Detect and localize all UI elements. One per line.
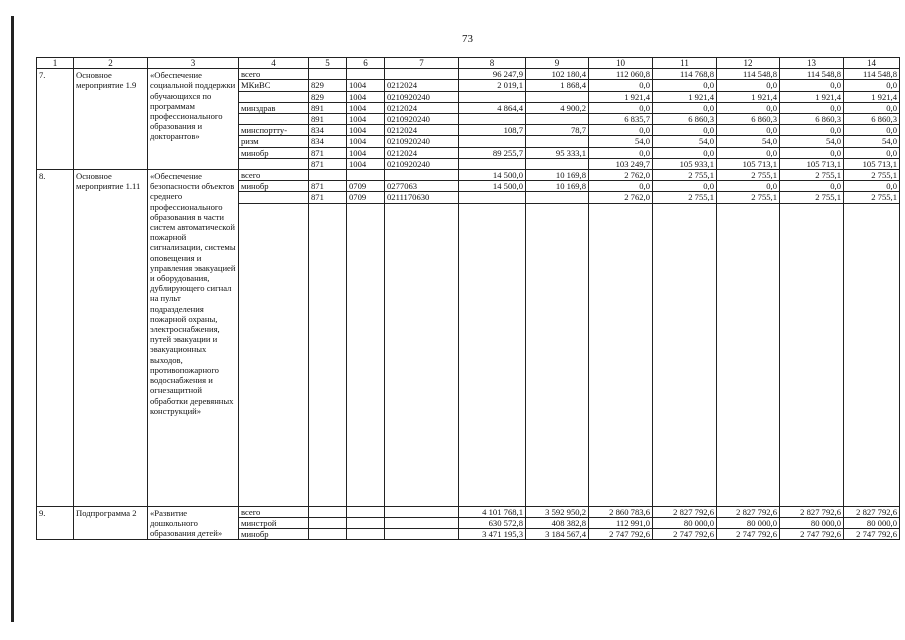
target-article (385, 529, 459, 540)
amount-cell: 0,0 (844, 80, 900, 91)
target-article: 0277063 (385, 181, 459, 192)
amount-cell: 114 768,8 (653, 69, 717, 80)
amount-cell: 1 921,4 (653, 91, 717, 102)
amount-cell (526, 192, 589, 203)
amount-cell: 0,0 (844, 102, 900, 113)
section-code: 1004 (347, 114, 385, 125)
header-cell: 2 (74, 58, 148, 69)
amount-cell: 6 860,3 (717, 114, 780, 125)
amount-cell: 2 019,1 (459, 80, 526, 91)
amount-cell: 54,0 (844, 136, 900, 147)
executor (239, 158, 309, 169)
header-cell: 3 (148, 58, 239, 69)
amount-cell: 2 827 792,6 (653, 506, 717, 517)
amount-cell: 54,0 (589, 136, 653, 147)
executor: МКиВС (239, 80, 309, 91)
header-cell: 7 (385, 58, 459, 69)
amount-cell: 0,0 (589, 80, 653, 91)
executor: минобр (239, 529, 309, 540)
amount-cell: 2 762,0 (589, 170, 653, 181)
executor: минобр (239, 147, 309, 158)
amount-cell: 80 000,0 (844, 517, 900, 528)
target-article: 0210920240 (385, 91, 459, 102)
header-cell: 5 (309, 58, 347, 69)
amount-cell: 0,0 (780, 102, 844, 113)
activity-name: Подпрограмма 2 (74, 506, 148, 540)
amount-cell: 114 548,8 (844, 69, 900, 80)
amount-cell: 114 548,8 (717, 69, 780, 80)
target-article: 0212024 (385, 102, 459, 113)
amount-cell: 1 868,4 (526, 80, 589, 91)
amount-cell: 80 000,0 (653, 517, 717, 528)
section-code (347, 506, 385, 517)
header-cell: 12 (717, 58, 780, 69)
executor (239, 192, 309, 203)
empty-cell (526, 203, 589, 506)
amount-cell: 0,0 (717, 125, 780, 136)
grbs-code: 829 (309, 80, 347, 91)
target-article: 0212024 (385, 125, 459, 136)
empty-cell (347, 203, 385, 506)
amount-cell: 2 755,1 (780, 170, 844, 181)
header-cell: 8 (459, 58, 526, 69)
empty-cell (653, 203, 717, 506)
amount-cell: 2 755,1 (717, 170, 780, 181)
amount-cell: 105 713,1 (844, 158, 900, 169)
amount-cell: 0,0 (717, 147, 780, 158)
amount-cell: 3 184 567,4 (526, 529, 589, 540)
grbs-code (309, 506, 347, 517)
amount-cell (526, 114, 589, 125)
amount-cell: 0,0 (780, 147, 844, 158)
page-left-edge-bar (11, 16, 14, 622)
amount-cell: 2 827 792,6 (780, 506, 844, 517)
empty-cell (309, 203, 347, 506)
amount-cell: 105 713,1 (717, 158, 780, 169)
section-code (347, 529, 385, 540)
amount-cell: 0,0 (653, 102, 717, 113)
amount-cell: 2 755,1 (653, 192, 717, 203)
amount-cell: 2 747 792,6 (844, 529, 900, 540)
page-number: 73 (462, 33, 473, 45)
amount-cell: 2 747 792,6 (717, 529, 780, 540)
amount-cell: 89 255,7 (459, 147, 526, 158)
amount-cell: 6 860,3 (780, 114, 844, 125)
empty-cell (844, 203, 900, 506)
amount-cell: 0,0 (653, 125, 717, 136)
section-code: 1004 (347, 158, 385, 169)
amount-cell: 2 755,1 (844, 192, 900, 203)
activity-name: Основное мероприятие 1.9 (74, 69, 148, 170)
target-article: 0212024 (385, 80, 459, 91)
amount-cell: 1 921,4 (780, 91, 844, 102)
amount-cell: 0,0 (717, 102, 780, 113)
target-article (385, 506, 459, 517)
executor: всего (239, 69, 309, 80)
target-article: 0211170630 (385, 192, 459, 203)
grbs-code (309, 517, 347, 528)
header-cell: 1 (37, 58, 74, 69)
target-article: 0210920240 (385, 158, 459, 169)
grbs-code: 891 (309, 102, 347, 113)
target-article (385, 170, 459, 181)
amount-cell (459, 158, 526, 169)
section-code: 1004 (347, 80, 385, 91)
executor: всего (239, 506, 309, 517)
grbs-code: 834 (309, 136, 347, 147)
amount-cell: 2 755,1 (717, 192, 780, 203)
amount-cell: 102 180,4 (526, 69, 589, 80)
amount-cell: 2 762,0 (589, 192, 653, 203)
amount-cell: 0,0 (780, 125, 844, 136)
amount-cell: 0,0 (780, 181, 844, 192)
empty-cell (385, 203, 459, 506)
grbs-code (309, 529, 347, 540)
target-article (385, 517, 459, 528)
amount-cell: 6 860,3 (844, 114, 900, 125)
amount-cell: 2 755,1 (844, 170, 900, 181)
amount-cell: 112 060,8 (589, 69, 653, 80)
row-number: 9. (37, 506, 74, 540)
amount-cell: 2 755,1 (653, 170, 717, 181)
grbs-code: 871 (309, 192, 347, 203)
amount-cell: 54,0 (780, 136, 844, 147)
amount-cell: 0,0 (653, 80, 717, 91)
header-row (37, 58, 900, 69)
target-article (385, 69, 459, 80)
amount-cell (526, 91, 589, 102)
target-article: 0212024 (385, 147, 459, 158)
executor (239, 91, 309, 102)
amount-cell: 2 860 783,6 (589, 506, 653, 517)
target-article: 0210920240 (385, 136, 459, 147)
amount-cell: 2 747 792,6 (780, 529, 844, 540)
activity-name: Основное мероприятие 1.11 (74, 170, 148, 507)
amount-cell: 54,0 (653, 136, 717, 147)
amount-cell: 80 000,0 (717, 517, 780, 528)
amount-cell: 78,7 (526, 125, 589, 136)
amount-cell: 0,0 (589, 147, 653, 158)
executor: ризм (239, 136, 309, 147)
executor: минстрой (239, 517, 309, 528)
amount-cell: 0,0 (653, 181, 717, 192)
section-code (347, 170, 385, 181)
amount-cell: 3 592 950,2 (526, 506, 589, 517)
header-cell: 6 (347, 58, 385, 69)
executor: всего (239, 170, 309, 181)
header-cell: 10 (589, 58, 653, 69)
amount-cell (526, 158, 589, 169)
header-cell: 11 (653, 58, 717, 69)
amount-cell: 0,0 (589, 125, 653, 136)
amount-cell: 0,0 (844, 147, 900, 158)
section-code: 1004 (347, 91, 385, 102)
amount-cell: 14 500,0 (459, 181, 526, 192)
header-cell: 14 (844, 58, 900, 69)
section-code (347, 517, 385, 528)
amount-cell: 0,0 (589, 102, 653, 113)
empty-cell (589, 203, 653, 506)
activity-description: «Обеспечение безопасности объектов среднего профессионального образования в части систем автоматической пожарной сигнализации, системы оповещения и управления эвакуацией и оборудования, дублирующего сигнал на пульт подразделения пожарной охраны, электроснабжения, путей эвакуации и эвакуационных выходов, противопожарного водоснабжения и огнезащитной обработки деревянных конструкций» (148, 170, 239, 507)
amount-cell: 0,0 (780, 80, 844, 91)
header-cell: 9 (526, 58, 589, 69)
grbs-code: 871 (309, 147, 347, 158)
amount-cell (459, 136, 526, 147)
grbs-code (309, 170, 347, 181)
header-cell: 4 (239, 58, 309, 69)
target-article: 0210920240 (385, 114, 459, 125)
row-number: 7. (37, 69, 74, 170)
amount-cell: 10 169,8 (526, 170, 589, 181)
amount-cell: 112 991,0 (589, 517, 653, 528)
amount-cell: 408 382,8 (526, 517, 589, 528)
activity-description: «Обеспечение социальной поддержки обучающихся по программам профессионального образования и докторантов» (148, 69, 239, 170)
grbs-code (309, 69, 347, 80)
section-code (347, 69, 385, 80)
amount-cell (459, 91, 526, 102)
row-number: 8. (37, 170, 74, 507)
section-code: 0709 (347, 192, 385, 203)
amount-cell: 0,0 (717, 181, 780, 192)
grbs-code: 829 (309, 91, 347, 102)
amount-cell: 3 471 195,3 (459, 529, 526, 540)
amount-cell: 2 827 792,6 (844, 506, 900, 517)
grbs-code: 871 (309, 181, 347, 192)
section-code: 1004 (347, 102, 385, 113)
amount-cell (459, 114, 526, 125)
amount-cell: 14 500,0 (459, 170, 526, 181)
amount-cell: 95 333,1 (526, 147, 589, 158)
amount-cell: 4 864,4 (459, 102, 526, 113)
amount-cell: 2 747 792,6 (589, 529, 653, 540)
amount-cell: 54,0 (717, 136, 780, 147)
amount-cell: 96 247,9 (459, 69, 526, 80)
header-cell: 13 (780, 58, 844, 69)
empty-cell (717, 203, 780, 506)
section-code: 1004 (347, 147, 385, 158)
section-code: 0709 (347, 181, 385, 192)
table-row (37, 170, 900, 181)
amount-cell: 4 101 768,1 (459, 506, 526, 517)
table-row (37, 69, 900, 80)
activity-description: «Развитие дошкольного образования детей» (148, 506, 239, 540)
amount-cell: 0,0 (589, 181, 653, 192)
executor: минспортту- (239, 125, 309, 136)
amount-cell: 2 827 792,6 (717, 506, 780, 517)
amount-cell: 105 933,1 (653, 158, 717, 169)
amount-cell: 1 921,4 (589, 91, 653, 102)
amount-cell: 80 000,0 (780, 517, 844, 528)
amount-cell: 1 921,4 (844, 91, 900, 102)
amount-cell: 103 249,7 (589, 158, 653, 169)
grbs-code: 891 (309, 114, 347, 125)
amount-cell: 6 860,3 (653, 114, 717, 125)
amount-cell: 105 713,1 (780, 158, 844, 169)
amount-cell: 1 921,4 (717, 91, 780, 102)
amount-cell: 0,0 (844, 181, 900, 192)
amount-cell (526, 136, 589, 147)
empty-cell (239, 203, 309, 506)
amount-cell: 2 747 792,6 (653, 529, 717, 540)
budget-table (36, 57, 900, 540)
amount-cell (459, 192, 526, 203)
grbs-code: 834 (309, 125, 347, 136)
empty-cell (459, 203, 526, 506)
table-row (37, 506, 900, 517)
executor: минздрав (239, 102, 309, 113)
amount-cell: 108,7 (459, 125, 526, 136)
section-code: 1004 (347, 136, 385, 147)
amount-cell: 114 548,8 (780, 69, 844, 80)
amount-cell: 2 755,1 (780, 192, 844, 203)
amount-cell: 4 900,2 (526, 102, 589, 113)
amount-cell: 10 169,8 (526, 181, 589, 192)
empty-cell (780, 203, 844, 506)
executor: минобр (239, 181, 309, 192)
grbs-code: 871 (309, 158, 347, 169)
amount-cell: 6 835,7 (589, 114, 653, 125)
amount-cell: 0,0 (653, 147, 717, 158)
executor (239, 114, 309, 125)
amount-cell: 0,0 (717, 80, 780, 91)
amount-cell: 0,0 (844, 125, 900, 136)
section-code: 1004 (347, 125, 385, 136)
amount-cell: 630 572,8 (459, 517, 526, 528)
